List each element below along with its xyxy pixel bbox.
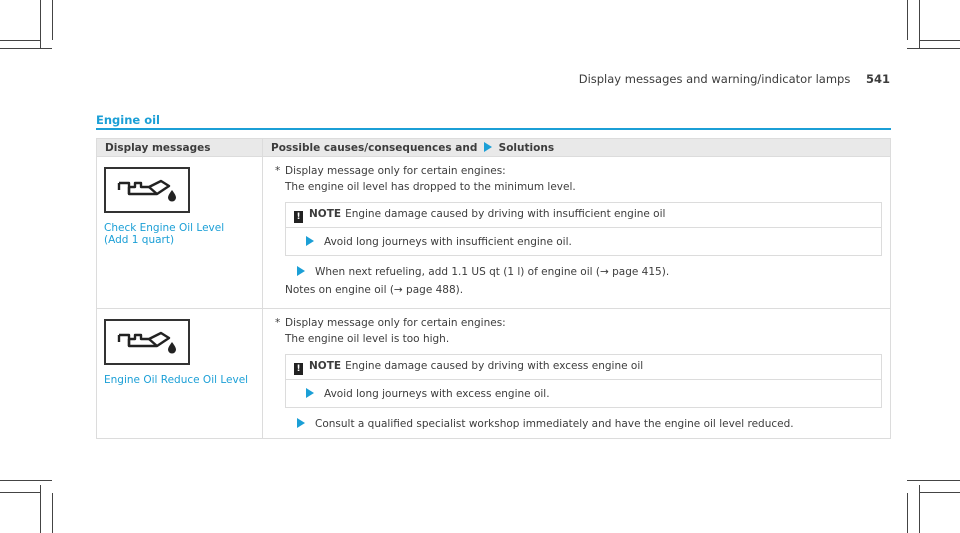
note-text: Engine damage caused by driving with excess engine oil — [345, 360, 644, 372]
crop-mark — [0, 492, 40, 493]
asterisk-mark: * — [275, 317, 281, 329]
crop-mark — [920, 40, 960, 41]
crop-mark — [0, 48, 52, 49]
message-cell — [97, 157, 263, 309]
note-label: NOTE — [309, 208, 342, 220]
play-arrow-icon — [306, 236, 314, 246]
column-header-causes-text: Possible causes/consequences and — [271, 141, 478, 154]
note-label: NOTE — [309, 360, 342, 372]
crop-mark — [52, 0, 53, 40]
note-action: Avoid long journeys with insufficient engine oil. — [324, 236, 572, 248]
warning-icon: ! — [294, 211, 303, 223]
warning-icon: ! — [294, 363, 303, 375]
play-arrow-icon — [484, 142, 492, 152]
intro-line — [275, 163, 882, 179]
note-text: Engine damage caused by driving with insufficient engine oil — [345, 208, 666, 220]
crop-mark — [907, 48, 960, 49]
step-line — [285, 418, 882, 430]
column-header-display-messages: Display messages — [97, 139, 263, 157]
crop-mark — [0, 40, 40, 41]
cause-text: The engine oil level is too high. — [285, 333, 450, 345]
cause-text: The engine oil level has dropped to the minimum level. — [285, 181, 576, 193]
note-row — [286, 203, 881, 227]
intro-line — [275, 315, 882, 331]
note-action: Avoid long journeys with excess engine oil. — [324, 388, 550, 400]
message-label — [104, 374, 255, 386]
asterisk-mark: * — [275, 165, 281, 177]
table-row — [97, 157, 891, 309]
message-cell — [97, 309, 263, 439]
causes-cell — [263, 309, 891, 439]
table-header-row — [97, 139, 891, 157]
crop-mark — [52, 493, 53, 533]
crop-mark — [907, 0, 908, 40]
engine-oil-icon — [104, 167, 190, 213]
chapter-title: Display messages and warning/indicator lamps — [578, 72, 851, 86]
message-line: (Add 1 quart) — [104, 234, 175, 246]
note-action-row — [286, 227, 881, 255]
note-action-row — [286, 379, 881, 407]
section-title: Engine oil — [96, 113, 160, 127]
intro-text: Display message only for certain engines: — [285, 165, 506, 177]
crop-mark — [40, 485, 41, 533]
play-arrow-icon — [306, 388, 314, 398]
step-text: Consult a qualified specialist workshop immediately and have the engine oil level reduced. — [315, 418, 794, 430]
play-arrow-icon — [297, 266, 305, 276]
running-header — [579, 72, 890, 86]
note-row — [286, 355, 881, 379]
column-header-causes — [263, 139, 891, 157]
crop-mark — [907, 480, 960, 481]
step-line — [285, 266, 882, 278]
column-header-solutions-text: Solutions — [498, 141, 555, 154]
step-text: When next refueling, add 1.1 US qt (1 l) of engine oil (→ page 415). — [315, 266, 670, 278]
crop-mark — [920, 492, 960, 493]
message-line: Check Engine Oil Level — [104, 222, 225, 234]
engine-oil-icon — [104, 319, 190, 365]
crop-mark — [907, 493, 908, 533]
page-number: 541 — [865, 72, 890, 86]
causes-cell — [263, 157, 891, 309]
intro-text: Display message only for certain engines: — [285, 317, 506, 329]
message-label — [104, 222, 255, 246]
reference-line: Notes on engine oil (→ page 488). — [285, 284, 464, 296]
play-arrow-icon — [297, 418, 305, 428]
section-divider — [96, 128, 891, 130]
crop-mark — [40, 0, 41, 48]
note-box — [285, 202, 882, 256]
table-row — [97, 309, 891, 439]
message-line: Engine Oil Reduce Oil Level — [104, 374, 249, 386]
display-messages-table — [96, 138, 891, 439]
note-box — [285, 354, 882, 408]
crop-mark — [0, 480, 52, 481]
